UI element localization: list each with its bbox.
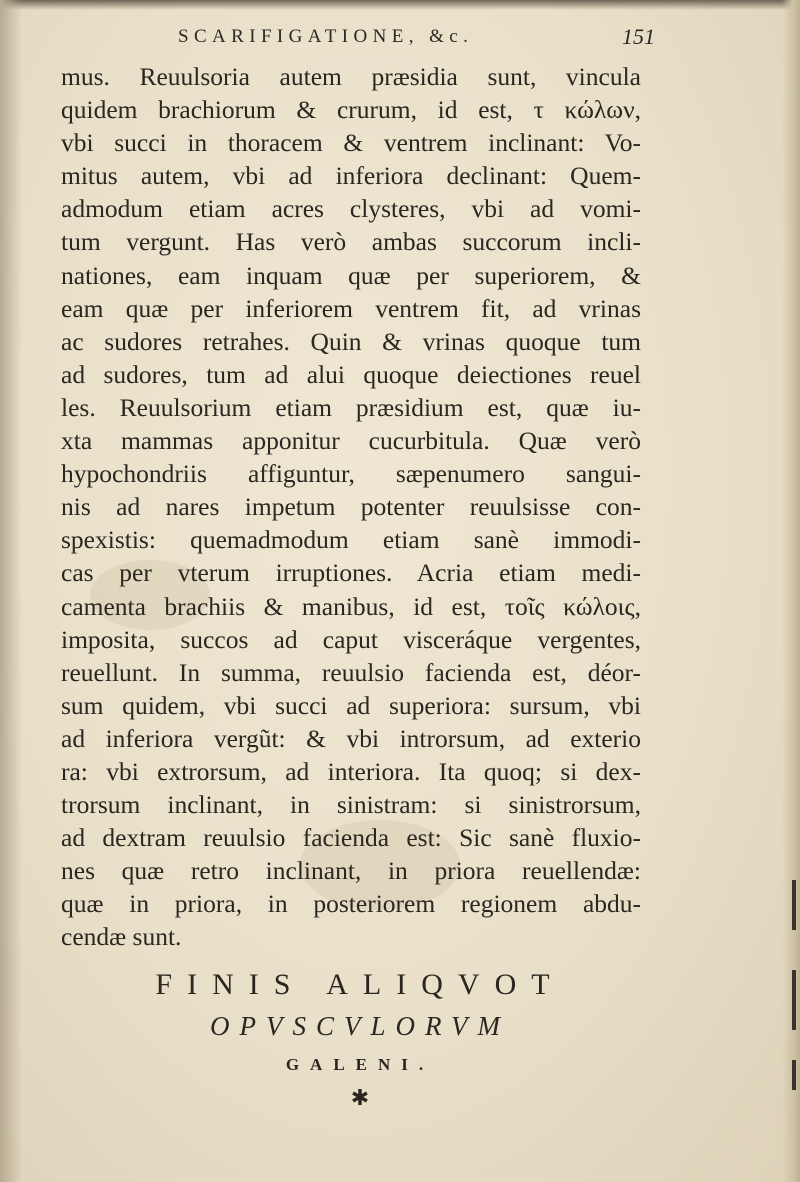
text-line: quæ in priora, in posteriorem regionem abdu- <box>61 889 641 919</box>
text-line: nationes, eam inquam quæ per superiorem, & <box>61 260 641 290</box>
text-line: ad sudores, tum ad alui quoque deiectiones reuel <box>61 359 641 389</box>
text-line: nis ad nares impetum potenter reuulsisse con- <box>61 492 641 522</box>
text-line: ad inferiora vergũt: & vbi introrsum, ad exterio <box>61 723 641 753</box>
text-line: eam quæ per inferiorem ventrem fit, ad vrinas <box>61 293 641 323</box>
text-line: ra: vbi extrorsum, ad interiora. Ita quoq; si dex- <box>61 756 641 786</box>
text-line: ad dextram reuulsio facienda est: Sic sanè fluxio- <box>61 823 641 853</box>
text-line: admodum etiam acres clysteres, vbi ad vomi- <box>61 194 641 224</box>
colophon-line-3: GALENI. <box>285 1055 435 1074</box>
body-text <box>61 60 641 954</box>
text-line: quidem brachiorum & crurum, id est, τ κώλων, <box>61 95 641 125</box>
text-line: camenta brachiis & manibus, id est, τοῖς κώλοις, <box>61 591 641 621</box>
colophon-line-1: FINIS ALIQVOT <box>155 968 565 1001</box>
text-line: ac sudores retrahes. Quin & vrinas quoque tum <box>61 326 641 356</box>
colophon <box>80 965 640 1113</box>
text-line: nes quæ retro inclinant, in priora reuellendæ: <box>61 856 641 886</box>
gutter-shadow <box>0 0 22 1182</box>
page-top-shadow <box>0 0 800 10</box>
text-line: mus. Reuulsoria autem præsidia sunt, vincula <box>61 62 641 91</box>
text-line: hypochondriis affiguntur, sæpenumero sangui- <box>61 459 641 489</box>
text-line: sum quidem, vbi succi ad superiora: sursum, vbi <box>61 690 641 720</box>
text-line: mitus autem, vbi ad inferiora declinant: Quem- <box>61 161 641 191</box>
text-line: vbi succi in thoracem & ventrem inclinant: Vo- <box>61 128 641 158</box>
text-line: imposita, succos ad caput visceráque vergentes, <box>61 624 641 654</box>
colophon-line-2: OPVSCVLORVM <box>210 1011 510 1041</box>
text-line: tum vergunt. Has verò ambas succorum incli- <box>61 227 641 257</box>
page-number: 151 <box>622 24 655 49</box>
text-line: les. Reuulsorium etiam præsidium est, quæ iu- <box>61 392 641 422</box>
page-edge-marks <box>786 860 796 1140</box>
text-line: trorsum inclinant, in sinistram: si sinistrorsum, <box>61 790 641 820</box>
text-line: cendæ sunt. <box>61 922 182 952</box>
running-head: SCARIFIGATIONE, &c. <box>178 26 474 47</box>
text-line: reuellunt. In summa, reuulsio facienda est, déor- <box>61 657 641 687</box>
fleuron-ornament: ✱ <box>350 1085 370 1110</box>
page-header <box>60 20 660 60</box>
text-line: xta mammas apponitur cucurbitula. Quæ verò <box>61 426 641 456</box>
text-line: cas per vterum irruptiones. Acria etiam medi- <box>61 558 641 588</box>
text-line: spexistis: quemadmodum etiam sanè immodi- <box>61 525 641 555</box>
